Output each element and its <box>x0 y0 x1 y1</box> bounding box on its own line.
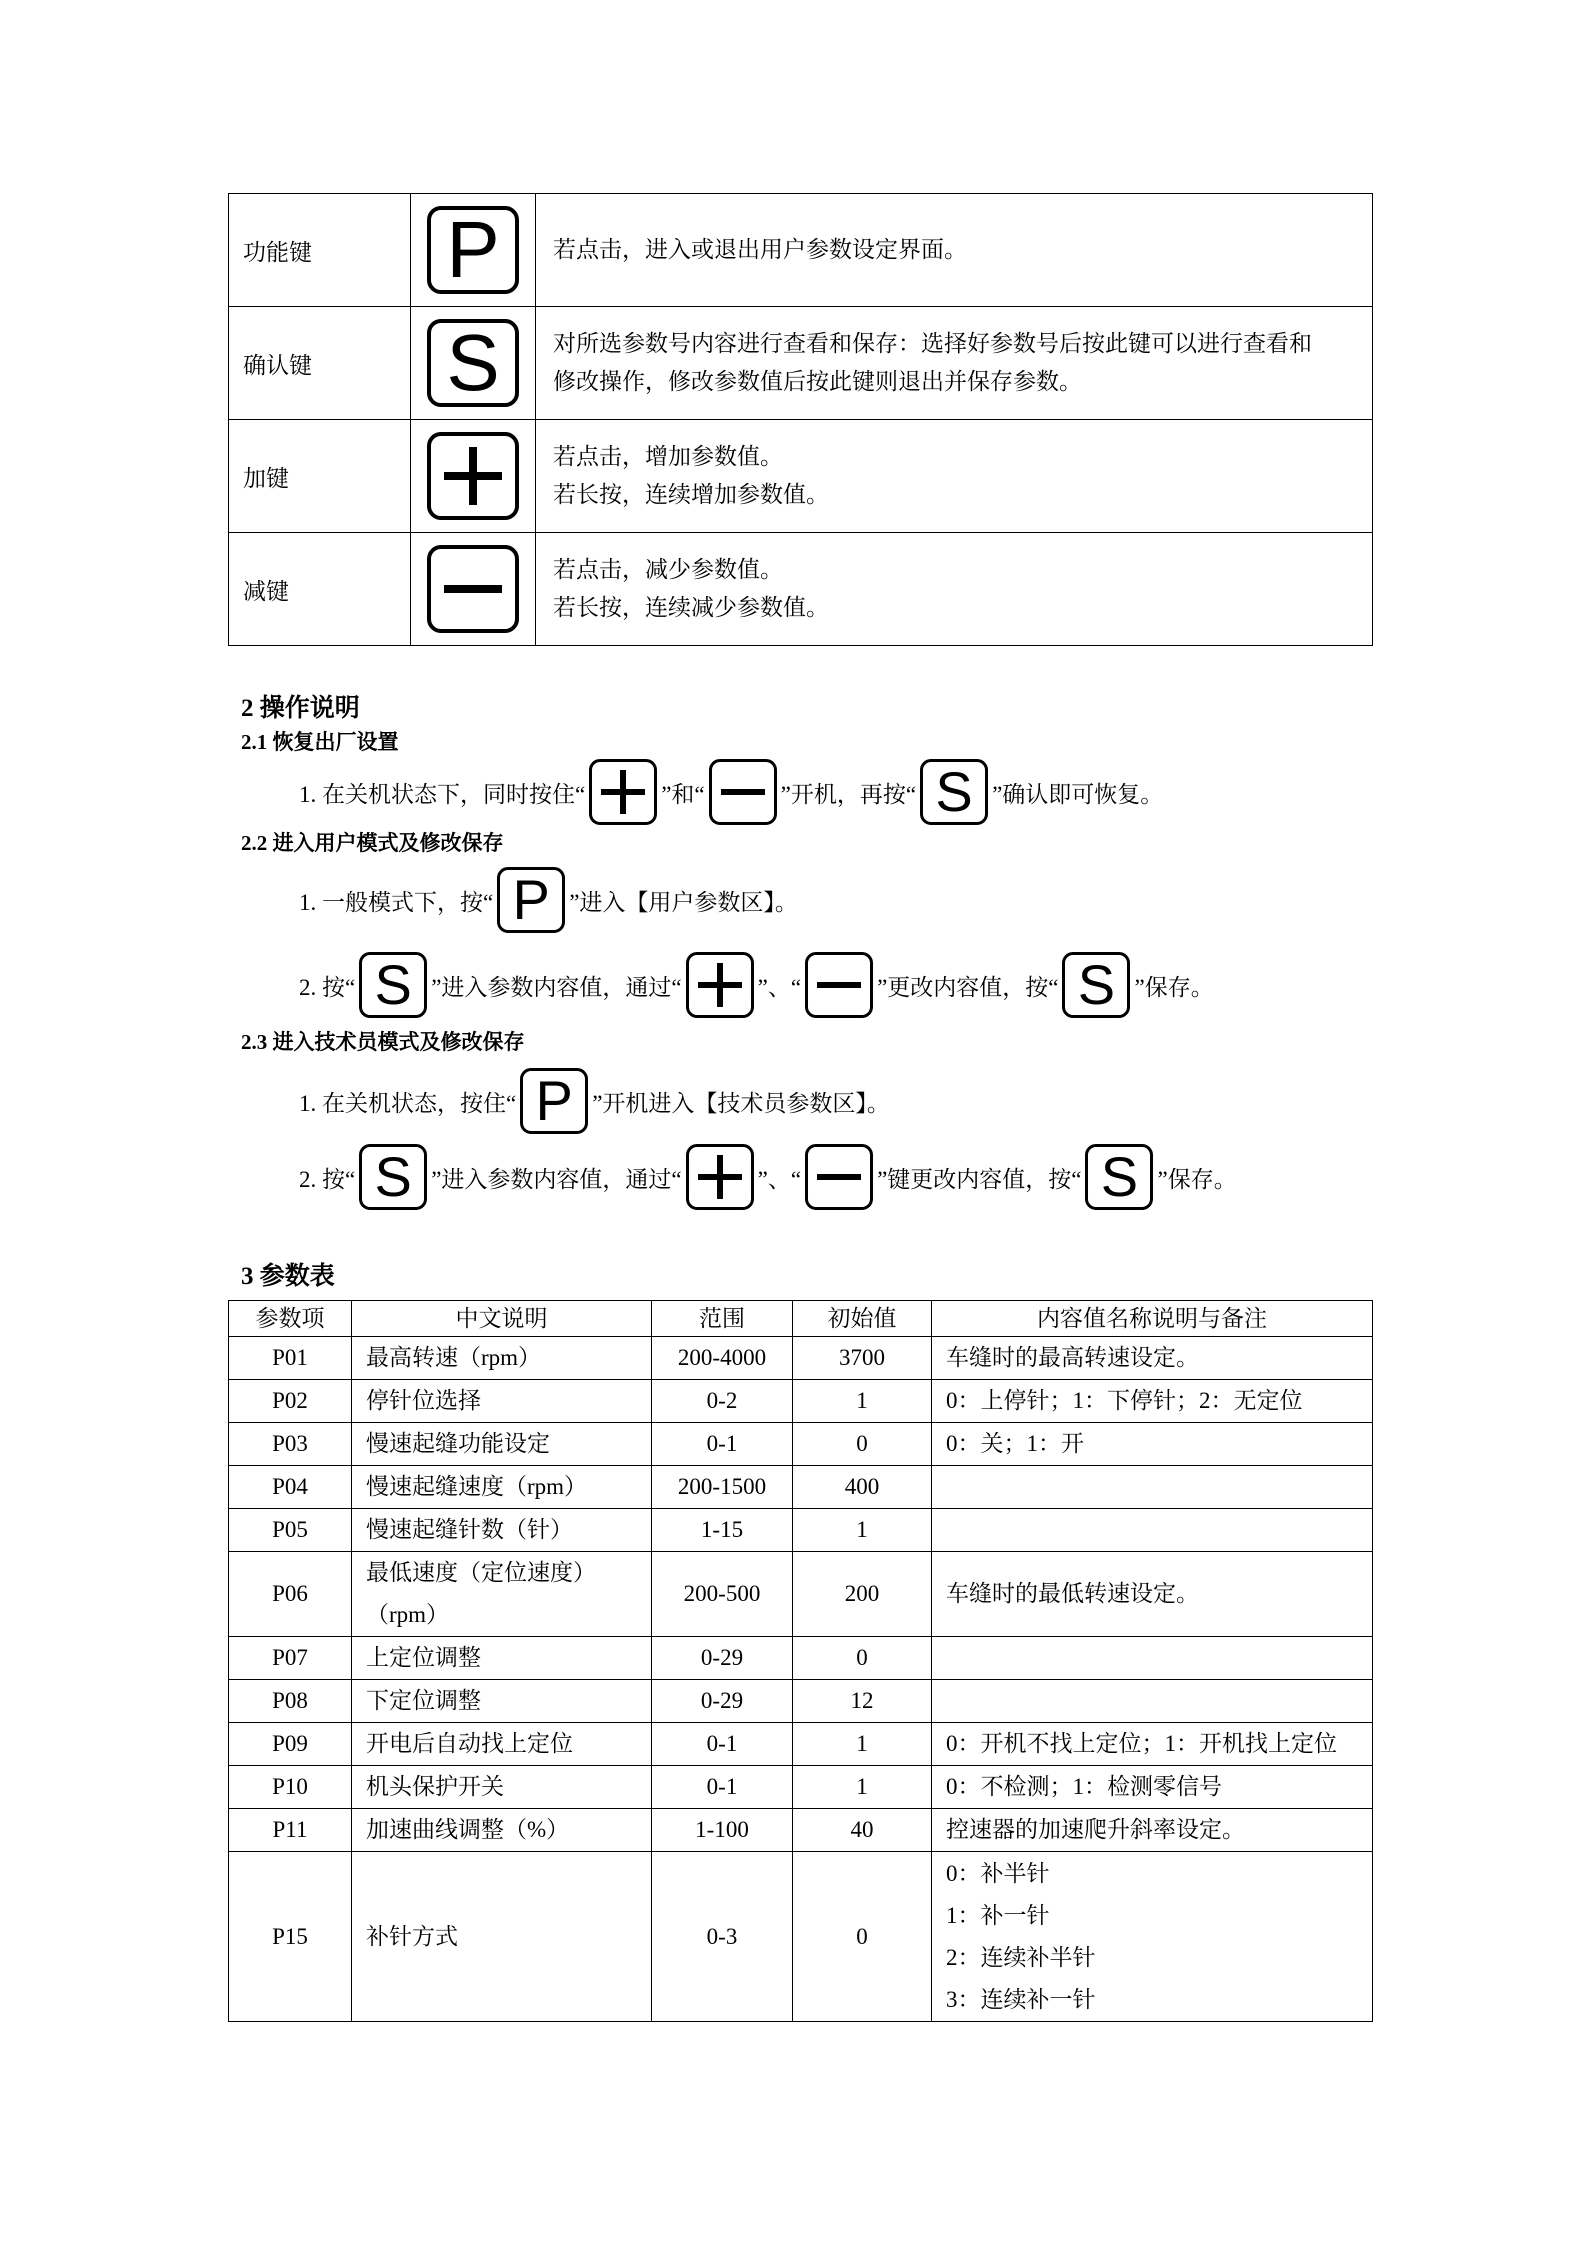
p-key-icon: P <box>427 206 519 294</box>
param-name-cell: 加速曲线调整（%） <box>352 1809 652 1852</box>
param-notes-cell: 0：开机不找上定位；1：开机找上定位 <box>932 1723 1373 1766</box>
step-text: ”进入参数内容值，通过“ <box>431 974 682 1000</box>
step-text: ”进入参数内容值，通过“ <box>431 1166 682 1192</box>
section-title-operation: 2 操作说明 <box>241 695 360 722</box>
s-key-icon: S <box>1085 1144 1153 1210</box>
param-notes-cell <box>932 1852 1373 2022</box>
param-notes-cell <box>932 1680 1373 1723</box>
plus-bar-vertical <box>717 1155 723 1199</box>
step-text: ”确认即可恢复。 <box>992 781 1164 807</box>
key-name-cell: 减键 <box>229 533 411 646</box>
s-key-icon: S <box>1062 952 1130 1018</box>
step-text: ”、“ <box>757 1166 802 1192</box>
table-row <box>229 1637 1373 1680</box>
param-default-cell: 0 <box>793 1423 932 1466</box>
param-id-cell: P06 <box>229 1552 352 1637</box>
param-id-cell: P04 <box>229 1466 352 1509</box>
param-name-cell: 停针位选择 <box>352 1380 652 1423</box>
param-id-cell: P05 <box>229 1509 352 1552</box>
param-id-cell: P07 <box>229 1637 352 1680</box>
plus-bar-vertical <box>717 963 723 1007</box>
param-name-line: （rpm） <box>366 1602 450 1627</box>
plus-key-icon <box>686 1144 754 1210</box>
param-range-cell: 200-4000 <box>652 1337 793 1380</box>
param-range-cell: 200-500 <box>652 1552 793 1637</box>
key-row-function <box>229 194 1373 307</box>
step-text: ”开机，再按“ <box>780 781 917 807</box>
param-id-cell: P01 <box>229 1337 352 1380</box>
param-notes-cell <box>932 1466 1373 1509</box>
plus-key-icon <box>686 952 754 1018</box>
table-row <box>229 1337 1373 1380</box>
subsection-title-tech-mode: 2.3 进入技术员模式及修改保存 <box>241 1030 525 1054</box>
param-id-cell: P02 <box>229 1380 352 1423</box>
table-row <box>229 1423 1373 1466</box>
param-id-cell: P03 <box>229 1423 352 1466</box>
plus-bar-vertical <box>469 447 477 505</box>
param-range-cell: 1-100 <box>652 1809 793 1852</box>
s-key-icon: S <box>359 952 427 1018</box>
param-default-cell: 1 <box>793 1723 932 1766</box>
step-text: 2. 按“ <box>299 1166 356 1192</box>
table-row <box>229 1680 1373 1723</box>
param-range-cell: 0-1 <box>652 1766 793 1809</box>
param-name-cell: 开电后自动找上定位 <box>352 1723 652 1766</box>
table-row <box>229 1766 1373 1809</box>
param-range-cell: 0-1 <box>652 1723 793 1766</box>
table-header-row <box>229 1301 1373 1337</box>
step-text: 2. 按“ <box>299 974 356 1000</box>
subsection-title-factory-reset: 2.1 恢复出厂设置 <box>241 730 399 754</box>
column-header: 内容值名称说明与备注 <box>932 1301 1373 1337</box>
param-id-cell: P08 <box>229 1680 352 1723</box>
param-default-cell: 0 <box>793 1852 932 2022</box>
step-text: 1. 在关机状态，按住“ <box>299 1090 517 1116</box>
key-row-confirm <box>229 307 1373 420</box>
plus-bar-vertical <box>620 770 626 814</box>
param-range-cell: 0-29 <box>652 1680 793 1723</box>
minus-key-icon <box>709 759 777 825</box>
key-icon-cell <box>411 307 536 420</box>
param-notes-line: 0：补半针 <box>946 1860 1050 1886</box>
key-function-table <box>228 193 1373 646</box>
plus-key-icon <box>589 759 657 825</box>
param-name-cell: 最高转速（rpm） <box>352 1337 652 1380</box>
column-header: 中文说明 <box>352 1301 652 1337</box>
p-key-icon: P <box>497 867 565 933</box>
table-row <box>229 1466 1373 1509</box>
plus-key-icon <box>427 432 519 520</box>
param-notes-line: 2：连续补半针 <box>946 1944 1096 1970</box>
param-notes-cell: 控速器的加速爬升斜率设定。 <box>932 1809 1373 1852</box>
param-range-cell: 1-15 <box>652 1509 793 1552</box>
table-row <box>229 1809 1373 1852</box>
s-key-icon: S <box>427 319 519 407</box>
param-notes-cell: 0：关；1：开 <box>932 1423 1373 1466</box>
param-default-cell: 40 <box>793 1809 932 1852</box>
key-icon-cell <box>411 420 536 533</box>
step-text: ”键更改内容值，按“ <box>877 1166 1082 1192</box>
step-text: ”、“ <box>757 974 802 1000</box>
s-key-icon: S <box>359 1144 427 1210</box>
step-text: ”更改内容值，按“ <box>877 974 1059 1000</box>
param-range-cell: 0-3 <box>652 1852 793 2022</box>
param-default-cell: 200 <box>793 1552 932 1637</box>
user-mode-step-1 <box>299 867 798 933</box>
param-notes-cell <box>932 1509 1373 1552</box>
param-name-cell: 慢速起缝速度（rpm） <box>352 1466 652 1509</box>
step-text: 1. 在关机状态下，同时按住“ <box>299 781 586 807</box>
param-name-cell <box>352 1552 652 1637</box>
key-desc-cell <box>536 307 1373 420</box>
param-name-cell: 上定位调整 <box>352 1637 652 1680</box>
param-name-line: 最低速度（定位速度） <box>366 1560 596 1585</box>
subsection-title-user-mode: 2.2 进入用户模式及修改保存 <box>241 831 504 855</box>
column-header: 参数项 <box>229 1301 352 1337</box>
param-id-cell: P15 <box>229 1852 352 2022</box>
step-text: ”和“ <box>661 781 705 807</box>
param-default-cell: 3700 <box>793 1337 932 1380</box>
param-id-cell: P10 <box>229 1766 352 1809</box>
param-default-cell: 1 <box>793 1766 932 1809</box>
param-notes-cell: 车缝时的最高转速设定。 <box>932 1337 1373 1380</box>
key-desc-line: 若点击，减少参数值。 <box>553 557 783 582</box>
key-desc-cell <box>536 533 1373 646</box>
key-desc-cell <box>536 194 1373 307</box>
key-row-minus <box>229 533 1373 646</box>
minus-bar <box>444 585 502 593</box>
table-row <box>229 1852 1373 2022</box>
step-text: ”进入【用户参数区】。 <box>569 889 798 915</box>
table-row <box>229 1509 1373 1552</box>
key-name-cell: 功能键 <box>229 194 411 307</box>
tech-mode-step-2 <box>299 1144 1237 1210</box>
parameter-table <box>228 1300 1373 2022</box>
key-desc-line: 若点击，增加参数值。 <box>553 444 783 469</box>
param-range-cell: 200-1500 <box>652 1466 793 1509</box>
minus-key-icon <box>805 952 873 1018</box>
param-default-cell: 1 <box>793 1380 932 1423</box>
param-name-cell: 慢速起缝针数（针） <box>352 1509 652 1552</box>
param-notes-cell: 0：不检测；1：检测零信号 <box>932 1766 1373 1809</box>
param-notes-line: 1：补一针 <box>946 1902 1050 1928</box>
param-notes-cell: 0：上停针；1：下停针；2：无定位 <box>932 1380 1373 1423</box>
key-icon-cell <box>411 533 536 646</box>
key-desc-line: 修改操作，修改参数值后按此键则退出并保存参数。 <box>553 369 1082 394</box>
key-name-cell: 确认键 <box>229 307 411 420</box>
tech-mode-step-1 <box>299 1068 890 1134</box>
param-range-cell: 0-29 <box>652 1637 793 1680</box>
step-text: ”开机进入【技术员参数区】。 <box>592 1090 890 1116</box>
key-icon-cell <box>411 194 536 307</box>
param-notes-line: 3：连续补一针 <box>946 1986 1096 2012</box>
key-desc-line: 若长按，连续增加参数值。 <box>553 482 829 507</box>
user-mode-step-2 <box>299 952 1214 1018</box>
s-key-icon: S <box>920 759 988 825</box>
param-notes-cell: 车缝时的最低转速设定。 <box>932 1552 1373 1637</box>
param-name-cell: 下定位调整 <box>352 1680 652 1723</box>
param-notes-cell <box>932 1637 1373 1680</box>
section-title-param-table: 3 参数表 <box>241 1263 335 1290</box>
key-desc-line: 对所选参数号内容进行查看和保存：选择好参数号后按此键可以进行查看和 <box>553 331 1312 356</box>
param-name-cell: 补针方式 <box>352 1852 652 2022</box>
p-key-icon: P <box>520 1068 588 1134</box>
key-desc-cell <box>536 420 1373 533</box>
param-default-cell: 0 <box>793 1637 932 1680</box>
table-row <box>229 1380 1373 1423</box>
param-default-cell: 12 <box>793 1680 932 1723</box>
table-row <box>229 1723 1373 1766</box>
key-row-plus <box>229 420 1373 533</box>
table-row <box>229 1552 1373 1637</box>
param-name-cell: 慢速起缝功能设定 <box>352 1423 652 1466</box>
step-text: 1. 一般模式下，按“ <box>299 889 494 915</box>
minus-key-icon <box>805 1144 873 1210</box>
param-name-cell: 机头保护开关 <box>352 1766 652 1809</box>
param-range-cell: 0-1 <box>652 1423 793 1466</box>
column-header: 范围 <box>652 1301 793 1337</box>
param-default-cell: 400 <box>793 1466 932 1509</box>
factory-reset-step-1 <box>299 759 1163 825</box>
param-id-cell: P09 <box>229 1723 352 1766</box>
minus-bar <box>817 982 861 988</box>
step-text: ”保存。 <box>1134 974 1214 1000</box>
param-id-cell: P11 <box>229 1809 352 1852</box>
minus-key-icon <box>427 545 519 633</box>
minus-bar <box>721 789 765 795</box>
param-range-cell: 0-2 <box>652 1380 793 1423</box>
key-desc-line: 若点击，进入或退出用户参数设定界面。 <box>553 237 967 262</box>
column-header: 初始值 <box>793 1301 932 1337</box>
key-name-cell: 加键 <box>229 420 411 533</box>
param-default-cell: 1 <box>793 1509 932 1552</box>
step-text: ”保存。 <box>1157 1166 1237 1192</box>
minus-bar <box>817 1174 861 1180</box>
key-desc-line: 若长按，连续减少参数值。 <box>553 595 829 620</box>
